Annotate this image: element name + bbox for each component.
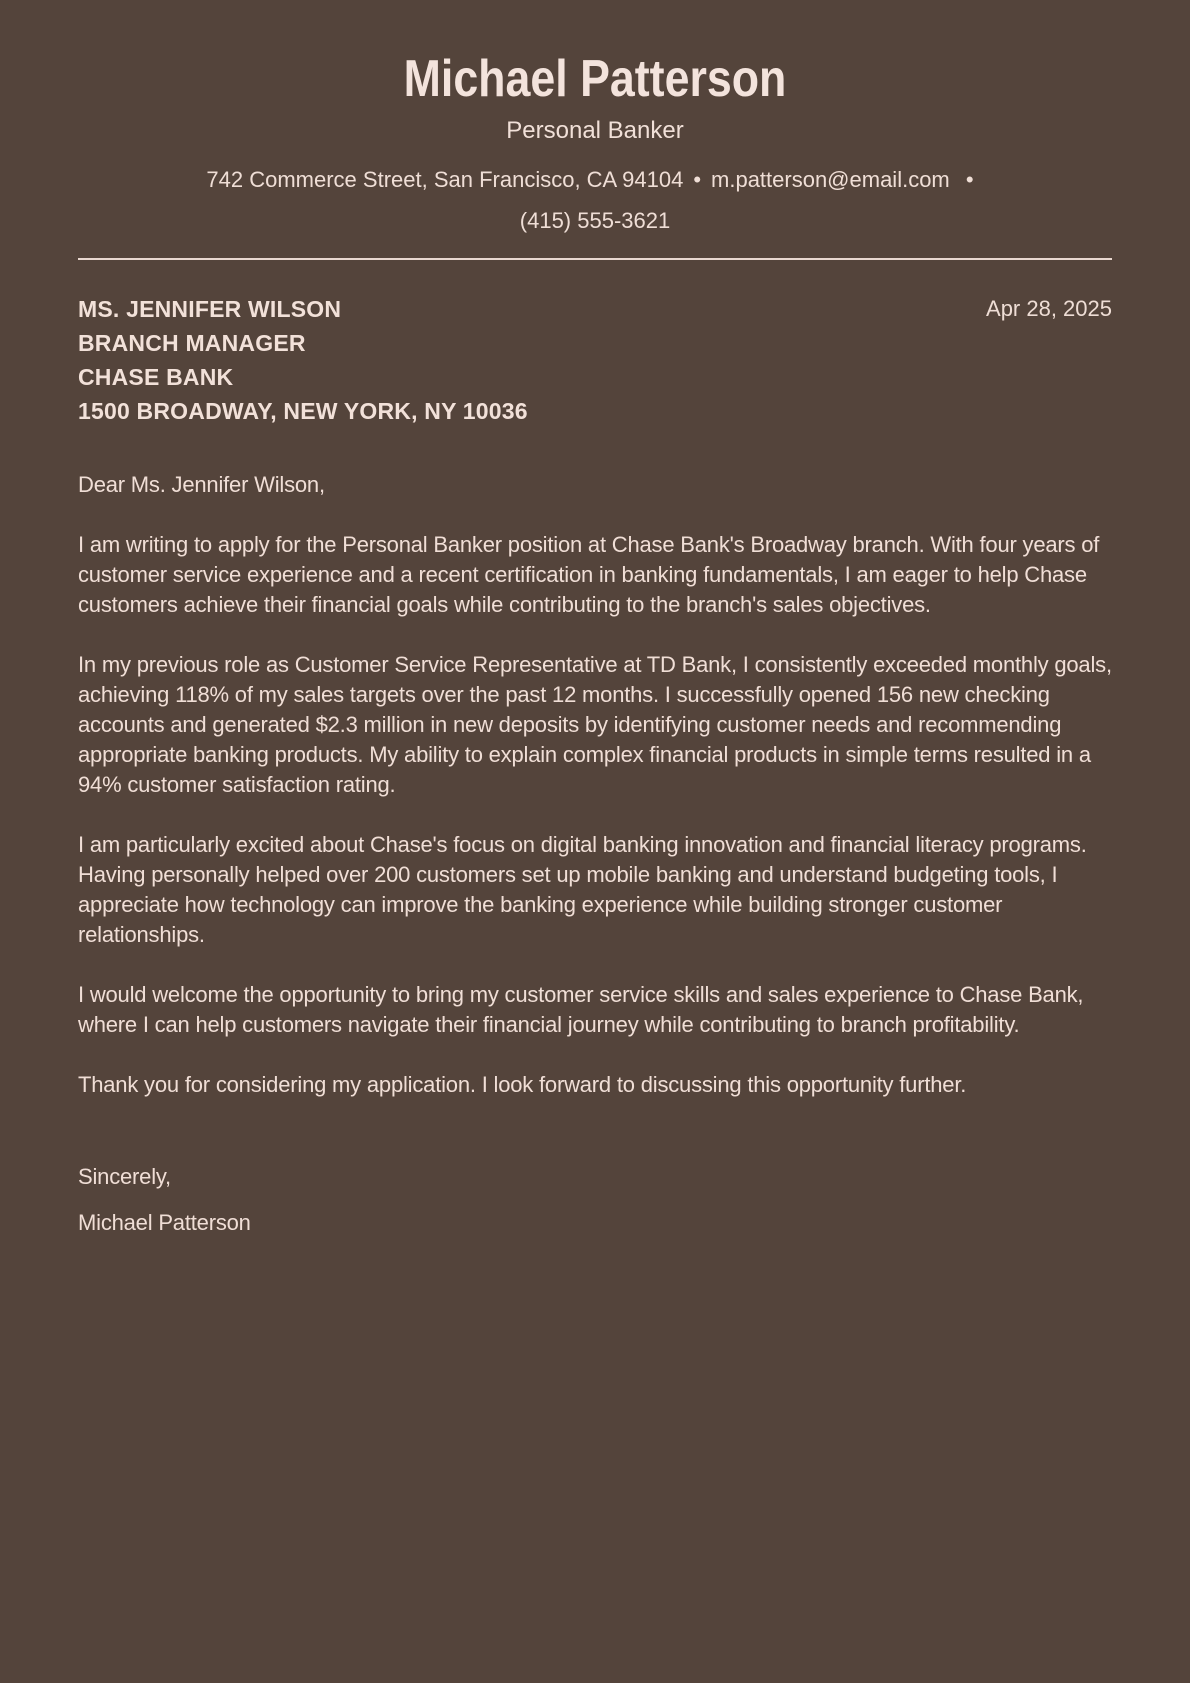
contact-phone: (415) 555-3621 <box>519 208 671 234</box>
contact-separator: • <box>693 166 702 192</box>
contact-email: m.patterson@email.com <box>711 166 950 192</box>
header-divider <box>78 258 1112 260</box>
recipient-title: BRANCH MANAGER <box>78 330 306 357</box>
paragraph-1: I am writing to apply for the Personal Banker position at Chase Bank's Broadway branch. With four years of customer service experience and a recent certification in banking fundamentals, I am eager to help Chase customers achieve their financial goals while contributing to the branch's sales objectives. <box>78 532 1100 618</box>
contact-address: 742 Commerce Street, San Francisco, CA 94104 <box>206 166 684 192</box>
recipient-name: MS. JENNIFER WILSON <box>78 296 342 323</box>
paragraph-5: Thank you for considering my application. I look forward to discussing this opportunity further. <box>78 1072 967 1098</box>
paragraph-3: I am particularly excited about Chase's focus on digital banking innovation and financial literacy programs. Having personally helped over 200 customers set up mobile banking and understand budgeting tools, I appreciate how technology can improve the banking experience while building stronger customer relationships. <box>78 832 1087 948</box>
recipient-company: CHASE BANK <box>78 364 234 391</box>
letter-header <box>78 52 1112 260</box>
recipient-row <box>78 292 1112 428</box>
recipient-block <box>78 292 528 428</box>
letter-date: Apr 28, 2025 <box>986 296 1112 322</box>
applicant-job-title: Personal Banker <box>506 116 684 144</box>
letter-body <box>78 470 1112 1238</box>
salutation: Dear Ms. Jennifer Wilson, <box>78 472 325 498</box>
recipient-address: 1500 BROADWAY, NEW YORK, NY 10036 <box>78 398 528 425</box>
applicant-name: Michael Patterson <box>403 50 787 108</box>
contact-separator: • <box>965 166 974 192</box>
paragraph-4: I would welcome the opportunity to bring my customer service skills and sales experience to Chase Bank, where I can help customers navigate their financial journey while contributing to branch profitability. <box>78 982 1084 1038</box>
signature-name: Michael Patterson <box>78 1210 251 1236</box>
contact-info <box>78 159 1112 243</box>
paragraph-2: In my previous role as Customer Service Representative at TD Bank, I consistently exceeded monthly goals, achieving 118% of my sales targets over the past 12 months. I successfully opened 156 new checking accounts and generated $2.3 million in new deposits by identifying customer needs and recommending appropriate banking products. My ability to explain complex financial products in simple terms resulted in a 94% customer satisfaction rating. <box>78 652 1112 798</box>
closing: Sincerely, <box>78 1164 171 1190</box>
